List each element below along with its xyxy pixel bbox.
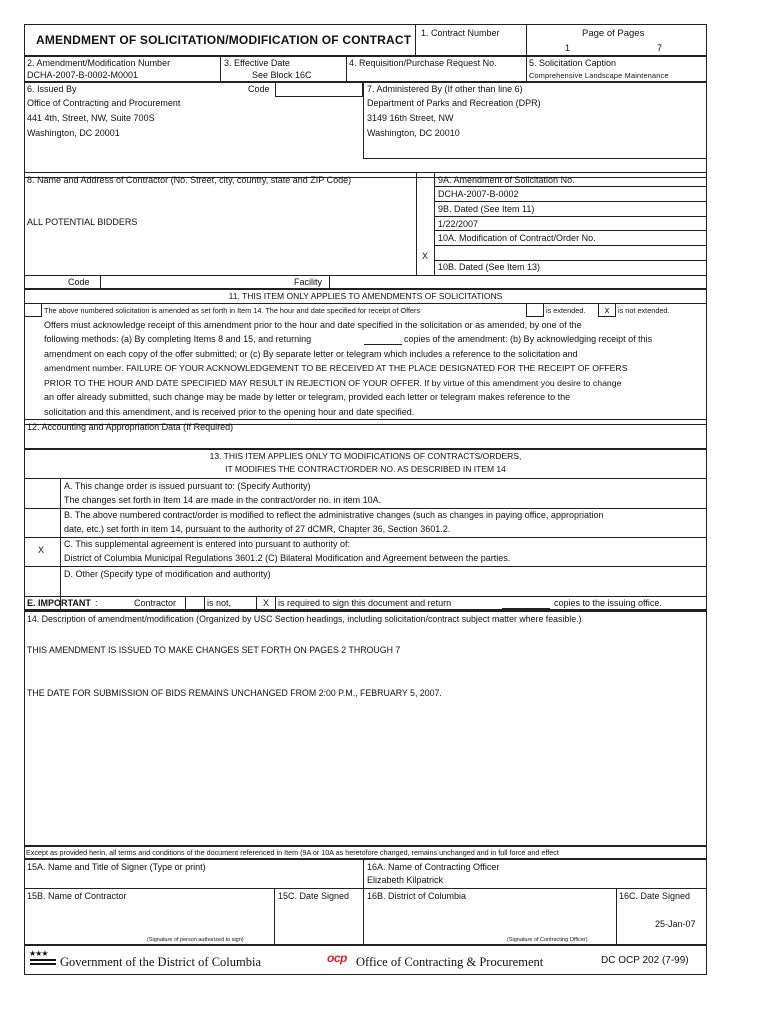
dated-9b-value: 1/22/2007	[438, 219, 479, 229]
important-copies: copies to the issuing office.	[554, 598, 662, 608]
issued-by-label: 6. Issued By	[27, 84, 77, 94]
effective-date-label: 3. Effective Date	[224, 58, 290, 68]
amendment-solicitation-label: 9A. Amendment of Solicitation No.	[438, 175, 575, 185]
accounting-label: 12. Accounting and Appropriation Data (If Required)	[27, 422, 234, 432]
item-11-line-7: solicitation and this amendment, and is received prior to the opening hour and date specified.	[44, 407, 415, 417]
amendment-number-value: DCHA-2007-B-0002-M0001	[27, 70, 139, 80]
item-11-line-6: an offer already submitted, such change may be made by letter or telegram, provided each letter or telegram makes reference to the	[44, 392, 571, 402]
item-13b-line-2: date, etc.) set forth in item 14, pursuant to the authority of 27 dCMR, Chapter 36, Section 3601.2.	[64, 524, 451, 534]
contract-number-label: 1. Contract Number	[421, 28, 500, 38]
form-title: AMENDMENT OF SOLICITATION/MODIFICATION OF CONTRACT	[36, 33, 412, 47]
item-11-intro: The above numbered solicitation is amended as set forth in Item 14. The hour and date specified for receipt of Offers	[44, 306, 421, 315]
administered-line-1: Department of Parks and Recreation (DPR)	[367, 98, 541, 108]
issued-code-label: Code	[248, 84, 270, 94]
item-13-heading-2: IT MODIFIES THE CONTRACT/ORDER NO. AS DESCRIBED IN ITEM 14	[225, 464, 506, 474]
issued-line-2: 441 4th, Street, NW, Suite 700S	[27, 113, 155, 123]
item-13-heading-1: 13. THIS ITEM APPLIES ONLY TO MODIFICATIONS OF CONTRACTS/ORDERS,	[209, 451, 522, 461]
date-16c-value: 25-Jan-07	[655, 919, 696, 929]
item-11-checkbox[interactable]	[24, 303, 42, 317]
not-extended-checkbox[interactable]: x	[598, 303, 616, 317]
administered-line-3: Washington, DC 20010	[367, 128, 460, 138]
contractor-signature-caption: (Signature of person authorized to sign)	[147, 937, 244, 943]
dc-flag-bar-bottom-icon	[30, 963, 56, 965]
issued-line-1: Office of Contracting and Procurement	[27, 98, 181, 108]
is-required-checkbox[interactable]: X	[256, 596, 276, 611]
contractor-label: 8. Name and Address of Contractor (No. Street, city, country, state and ZIP Code)	[27, 175, 352, 185]
footer-form-number: DC OCP 202 (7-99)	[601, 955, 689, 966]
item-13c-line-1: C. This supplemental agreement is entered into pursuant to authority of:	[64, 539, 350, 549]
except-note: Except as provided herin, all terms and conditions of the document referenced in Item (9A or 10A as heretofore changed, remains unchanged and in full force and effect	[26, 848, 559, 857]
is-not-checkbox[interactable]	[185, 596, 205, 611]
issued-line-3: Washington, DC 20001	[27, 128, 120, 138]
footer-ocp: Office of Contracting & Procurement	[356, 955, 544, 969]
important-required: is required to sign this document and return	[278, 598, 452, 608]
item-11-line-1: Offers must acknowledge receipt of this amendment prior to the hour and date specified in the solicitation or as amended, by one of the	[44, 320, 582, 330]
amendment-solicitation-value: DCHA-2007-B-0002	[438, 189, 519, 199]
item-11-line-4: amendment number. FAILURE OF YOUR ACKNOWLEDGEMENT TO BE RECEIVED AT THE PLACE DESIGNATED FOR THE RECEIPT OF OFFERS	[44, 363, 628, 373]
issued-code-box	[275, 82, 363, 97]
administered-label: 7. Administered By (If other than line 6)	[367, 84, 523, 94]
page-total: 7	[657, 43, 663, 53]
contractor-15b-label: 15B. Name of Contractor	[27, 891, 127, 901]
officer-signature-caption: (Signature of Contracting Officer)	[507, 937, 588, 943]
dated-9b-label: 9B. Dated (See Item 11)	[438, 204, 535, 214]
contractor-code-label: Code	[68, 277, 90, 287]
ocp-logo-icon: ocp	[327, 951, 347, 965]
district-16b-label: 16B. District of Columbia	[367, 891, 467, 901]
item-13c-x-mark: X	[38, 545, 45, 555]
date-15c-label: 15C. Date Signed	[278, 891, 350, 901]
footer-government: Government of the District of Columbia	[60, 955, 262, 969]
item-13a-line-2: The changes set forth in Item 14 are made in the contract/order no. in item 10A.	[64, 495, 382, 505]
item-11-heading: 11. THIS ITEM ONLY APPLIES TO AMENDMENTS OF SOLICITATIONS	[228, 291, 503, 301]
officer-16a-value: Elizabeth Kilpatrick	[367, 875, 444, 885]
item-11-line-2b: copies of the amendment: (b) By acknowledging receipt of this	[404, 334, 653, 344]
not-extended-label: is not extended.	[618, 306, 670, 315]
requisition-label: 4. Requisition/Purchase Request No.	[349, 58, 497, 68]
facility-label: Facility	[294, 277, 323, 287]
item-13d-line-1: D. Other (Specify type of modification and authority)	[64, 569, 271, 579]
effective-date-value: See Block 16C	[252, 70, 312, 80]
item-13c-line-2: District of Columbia Municipal Regulations 3601.2 (C) Bilateral Modification and Agreement between the parties.	[64, 553, 511, 563]
description-line-1: THIS AMENDMENT IS ISSUED TO MAKE CHANGES SET FORTH ON PAGES 2 THROUGH 7	[27, 645, 401, 655]
item-13a-line-1: A. This change order is issued pursuant to: (Specify Authority)	[64, 481, 311, 491]
date-16c-label: 16C. Date Signed	[619, 891, 691, 901]
signer-15a-label: 15A. Name and Title of Signer (Type or print)	[27, 862, 206, 872]
item-13b-line-1: B. The above numbered contract/order is modified to reflect the administrative changes (such as changes in paying office, appropriation	[64, 510, 604, 520]
amendment-form	[24, 24, 707, 976]
description-line-2: THE DATE FOR SUBMISSION OF BIDS REMAINS UNCHANGED FROM 2:00 P.M., FEBRUARY 5, 2007.	[27, 688, 442, 698]
important-contractor: Contractor	[134, 598, 177, 608]
amendment-number-label: 2. Amendment/Modification Number	[27, 58, 171, 68]
contractor-value: ALL POTENTIAL BIDDERS	[27, 217, 138, 227]
dc-flag-stars-icon: ★★★	[29, 949, 48, 958]
item-11-line-5: PRIOR TO THE HOUR AND DATE SPECIFIED MAY RESULT IN REJECTION OF YOUR OFFER. If by virtue of this amendment you desire to change	[44, 378, 622, 388]
modification-contract-label: 10A. Modification of Contract/Order No.	[438, 233, 596, 243]
page-of-pages-label: Page of Pages	[582, 28, 645, 39]
administered-line-2: 3149 16th Street, NW	[367, 113, 454, 123]
solicitation-caption-label: 5. Solicitation Caption	[529, 58, 617, 68]
page-number: 1	[565, 43, 571, 53]
officer-16a-label: 16A. Name of Contracting Officer	[367, 862, 500, 872]
extended-label: is extended.	[546, 306, 586, 315]
dc-flag-bar-top-icon	[30, 959, 56, 961]
description-label: 14. Description of amendment/modification (Organized by USC Section headings, including solicitation/contract subject matter where feasible.)	[27, 614, 582, 624]
extended-checkbox[interactable]	[526, 303, 544, 317]
item-11-line-2a: following methods: (a) By completing Items 8 and 15, and returning	[44, 334, 312, 344]
important-colon: :	[95, 598, 98, 608]
solicitation-caption-value: Comprehensive Landscape Maintenance	[529, 71, 669, 80]
contractor-x-mark: X	[422, 251, 429, 261]
dated-10b-label: 10B. Dated (See Item 13)	[438, 262, 541, 272]
important-label: E. IMPORTANT	[27, 598, 91, 608]
important-is-not: is not,	[207, 598, 232, 608]
item-11-line-3: amendment on each copy of the offer submitted; or (c) By separate letter or telegram which includes a reference to the solicitation and	[44, 349, 578, 359]
